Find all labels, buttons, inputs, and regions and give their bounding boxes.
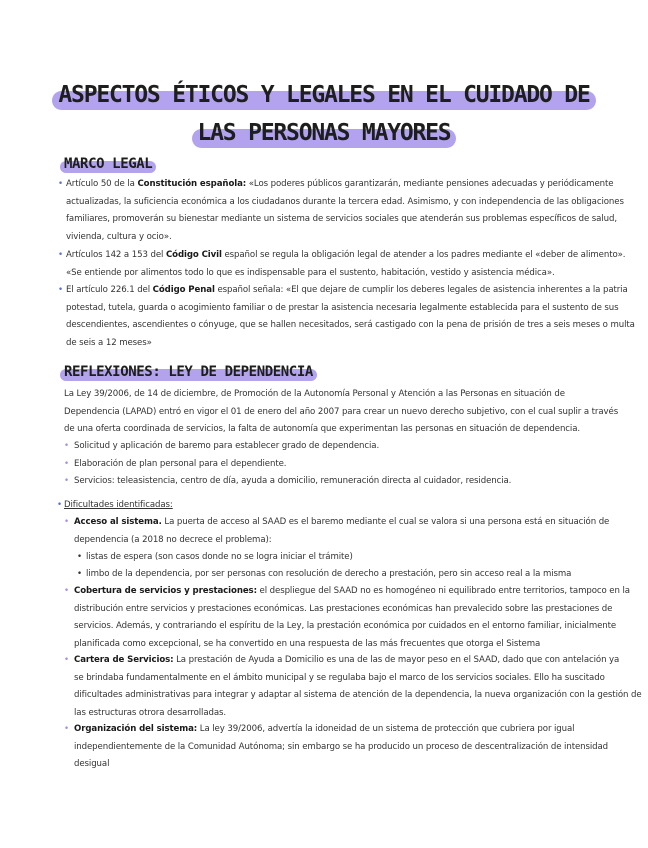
bullet-dot: • [58, 250, 64, 260]
text-line: dependencia (a 2018 no decrece el problema): [74, 534, 272, 545]
bullet-dot: • [64, 586, 70, 596]
text-line: de seis a 12 meses» [66, 337, 152, 348]
text-line: Dependencia (LAPAD) entró en vigor el 01 de enero del año 2007 para crear un nuevo derecho subjetivo, con el cual suplir a través [64, 406, 619, 417]
difficulty-acceso-subitem-1: listas de espera (son casos donde no se logra iniciar el trámite) [86, 552, 353, 562]
reflexiones-bullet-2: Elaboración de plan personal para el dependiente. [74, 459, 287, 469]
text-line: vivienda, cultura y ocio». [66, 231, 172, 242]
text-line: independientemente de la Comunidad Autónoma; sin embargo se ha producido un proceso de descentralización de intensidad [74, 741, 609, 752]
text-line: potestad, tutela, guarda o acogimiento familiar o de prestar la asistencia necesaria legalmente establecida para el sustento de sus [66, 302, 619, 313]
text-line: La Ley 39/2006, de 14 de diciembre, de Promoción de la Autonomía Personal y Atención a las Personas en situación de [64, 389, 565, 399]
text-line: Cobertura de servicios y prestaciones: el despliegue del SAAD no es homogéneo ni equilibrado entre territorios, tampoco en la [74, 586, 630, 596]
text-line: de una oferta coordinada de servicios, la falta de autonomía que experimentan las personas en situación de dependencia. [64, 424, 581, 435]
marco-legal-item-2 [66, 247, 625, 282]
bullet-dot: • [64, 724, 70, 734]
bullet-dot: • [58, 179, 64, 189]
bullet-dot: • [64, 476, 70, 486]
text-line: familiares, promoverán su bienestar mediante un sistema de servicios sociales que atenderán sus problemas específicos de salud, [66, 214, 617, 225]
text-line: Artículos 142 a 153 del Código Civil español se regula la obligación legal de atender a los padres mediante el «deber de alimento». [66, 250, 626, 260]
text-line: distribución entre servicios y prestaciones económicas. Las prestaciones económicas han prevalecido sobre las prestaciones de [74, 603, 613, 614]
text-line: descendientes, ascendientes o cónyuge, que se hallen necesitados, será castigado con la pena de prisión de tres a seis meses o multa [66, 320, 635, 331]
text-line: desigual [74, 759, 110, 770]
bullet-dot: • [57, 500, 63, 510]
text-line: Cartera de Servicios: La prestación de Ayuda a Domicilio es una de las de mayor peso en el SAAD, dado que con antelación ya [74, 655, 620, 665]
bullet-dot: • [64, 655, 70, 665]
page-title-line-2: LAS PERSONAS MAYORES [197, 120, 451, 146]
text-line: El artículo 226.1 del Código Penal español señala: «El que dejare de cumplir los deberes legales de asistencia inherentes a la patria [66, 285, 628, 295]
reflexiones-intro [64, 386, 618, 439]
text-line: las estructuras otrora desarrolladas. [74, 707, 227, 718]
difficulty-cartera [74, 652, 642, 722]
text-line: «Se entiende por alimentos todo lo que es indispensable para el sustento, habitación, vestido y asistencia médica». [66, 267, 555, 278]
text-line: dificultades administrativas para integrar y adaptar al sistema de atención de la dependencia, la nueva organización con la gestión de [74, 690, 642, 701]
text-line: se brindaba fundamentalmente en el ámbito municipal y se regulaba bajo el marco de los servicios sociales. Ello ha suscitado [74, 672, 605, 683]
difficulties-label: Dificultades identificadas: [64, 500, 173, 510]
marco-legal-item-3 [66, 282, 635, 352]
text-line: Artículo 50 de la Constitución española: «Los poderes públicos garantizarán, mediante pensiones adecuadas y periódicamente [66, 179, 614, 189]
difficulty-acceso-subitem-2: limbo de la dependencia, por ser personas con resolución de derecho a prestación, pero sin acceso real a la misma [86, 569, 572, 579]
reflexiones-bullet-1: Solicitud y aplicación de baremo para establecer grado de dependencia. [74, 441, 380, 451]
bullet-dot: • [64, 517, 70, 527]
section-heading-reflexiones: REFLEXIONES: LEY DE DEPENDENCIA [64, 364, 313, 380]
difficulty-acceso [74, 514, 609, 549]
text-line: planificada como excepcional, se ha convertido en una respuesta de las más frecuentes que otorga el Sistema [74, 638, 541, 649]
bullet-dot: • [58, 285, 64, 295]
difficulty-cobertura [74, 583, 630, 653]
difficulty-organizacion [74, 721, 608, 774]
marco-legal-item-1 [66, 176, 624, 246]
section-heading-marco-legal: MARCO LEGAL [64, 156, 153, 172]
text-line: Acceso al sistema. La puerta de acceso al SAAD es el baremo mediante el cual se valora si una persona está en situación de [74, 517, 610, 527]
bullet-dot: • [77, 552, 83, 562]
text-line: Organización del sistema: La ley 39/2006, advertía la idoneidad de un sistema de protección que cubriera por igual [74, 724, 575, 734]
bullet-dot: • [64, 459, 70, 469]
bullet-dot: • [77, 569, 83, 579]
bullet-dot: • [64, 441, 70, 451]
text-line: actualizadas, la suficiencia económica a los ciudadanos durante la tercera edad. Asimismo, y con independencia de las obligaciones [66, 196, 624, 207]
page-title-line-1: ASPECTOS ÉTICOS Y LEGALES EN EL CUIDADO DE [58, 82, 590, 108]
reflexiones-bullet-3: Servicios: teleasistencia, centro de día, ayuda a domicilio, remuneración directa al cuidador, residencia. [74, 476, 512, 486]
text-line: servicios. Además, y contrariando el espíritu de la Ley, la prestación económica por cuidados en el entorno familiar, inicialmente [74, 621, 617, 632]
